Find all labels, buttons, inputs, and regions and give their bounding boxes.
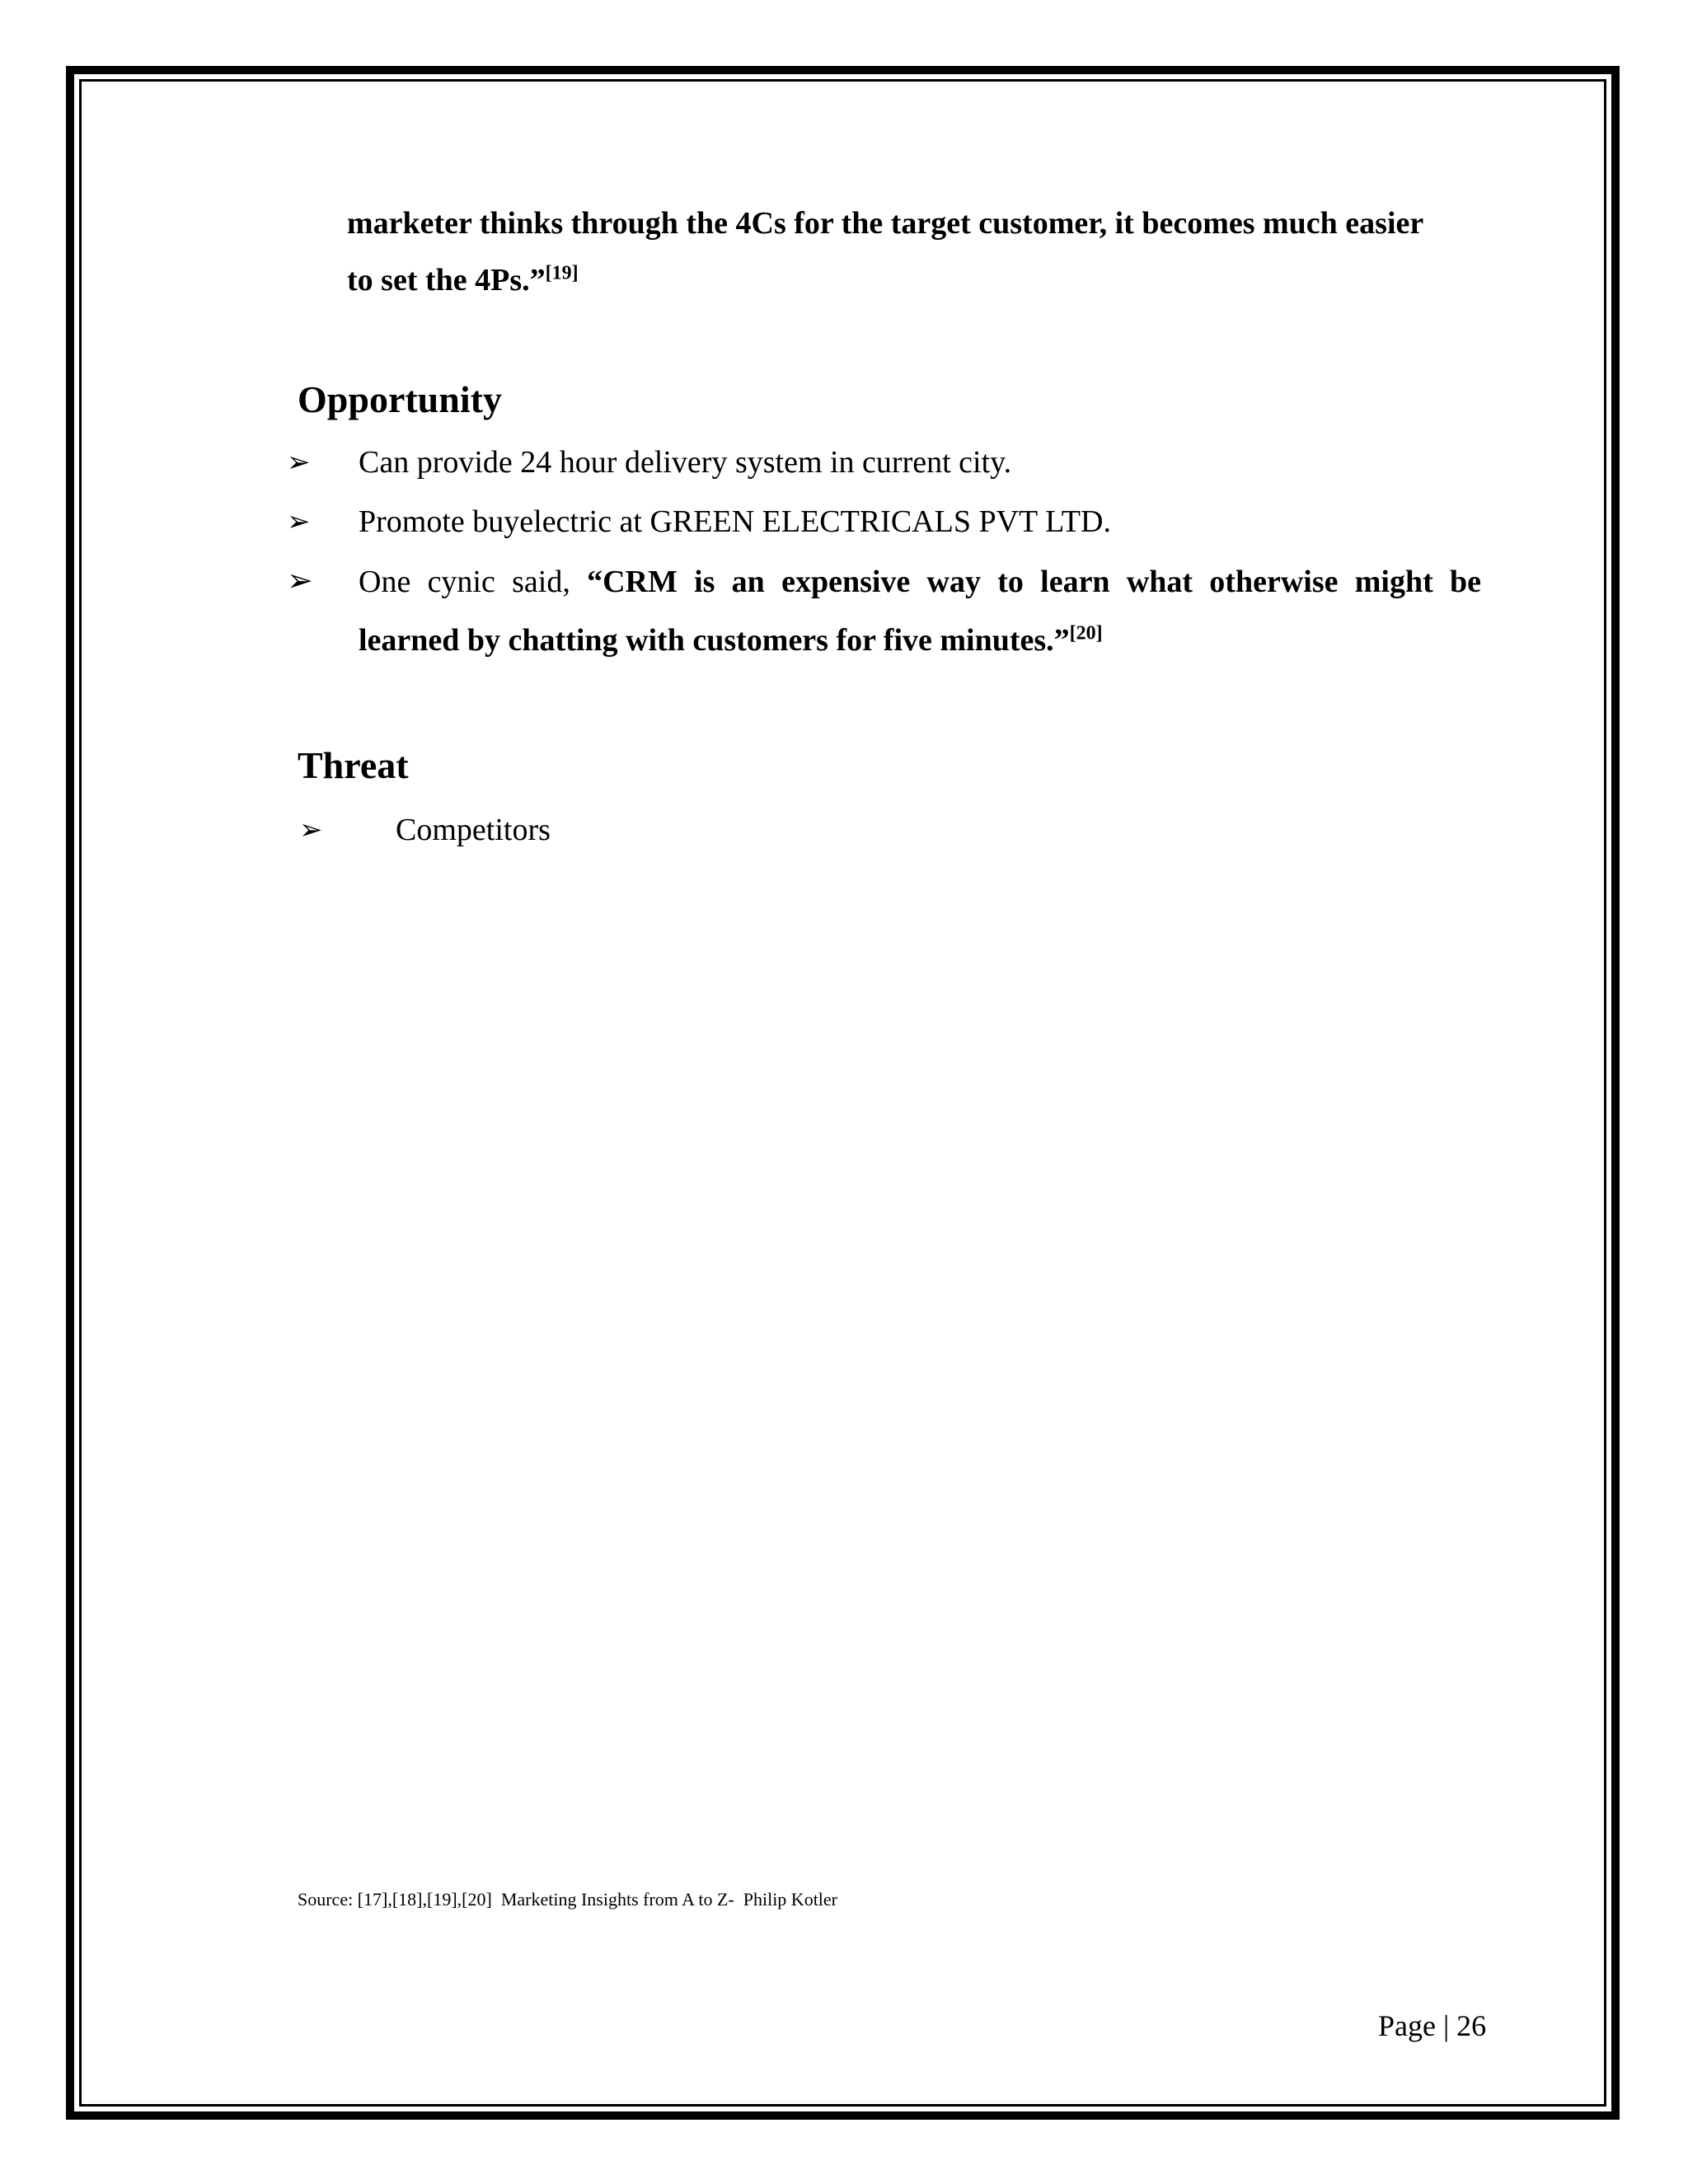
opportunity-item-3-line-1 (359, 554, 1481, 611)
crm-quote-line-1: “CRM is an expensive way to learn what otherwise might be (587, 565, 1481, 599)
page-number: Page | 26 (1378, 2009, 1487, 2042)
opportunity-item-3-line-2 (359, 612, 1481, 669)
quote-continuation (347, 195, 1481, 309)
crm-quote-line-2: learned by chatting with customers for five minutes.” (359, 623, 1070, 658)
bullet-arrow-icon: ➢ (299, 813, 323, 846)
bullet-arrow-icon: ➢ (287, 446, 311, 479)
quote-line-1: marketer thinks through the 4Cs for the target customer, it becomes much easier (347, 206, 1424, 241)
quote-line-2 (347, 252, 1481, 309)
opportunity-heading: Opportunity (298, 378, 502, 420)
bullet-arrow-icon: ➢ (287, 505, 311, 538)
opportunity-item-1: Can provide 24 hour delivery system in current city. (359, 445, 1012, 480)
threat-item-1: Competitors (396, 813, 551, 847)
bullet-arrow-icon: ➢ (287, 562, 313, 598)
cynic-prefix: One cynic said, (359, 565, 588, 599)
opportunity-item-2: Promote buyelectric at GREEN ELECTRICALS PVT LTD. (359, 504, 1111, 539)
source-citation: Source: [17],[18],[19],[20] Marketing Insights from A to Z- Philip Kotler (298, 1889, 838, 1910)
reference-20: [20] (1069, 622, 1103, 644)
reference-19: [19] (545, 262, 579, 284)
quote-line-2-text: to set the 4Ps.” (347, 263, 546, 298)
threat-heading: Threat (298, 744, 409, 786)
